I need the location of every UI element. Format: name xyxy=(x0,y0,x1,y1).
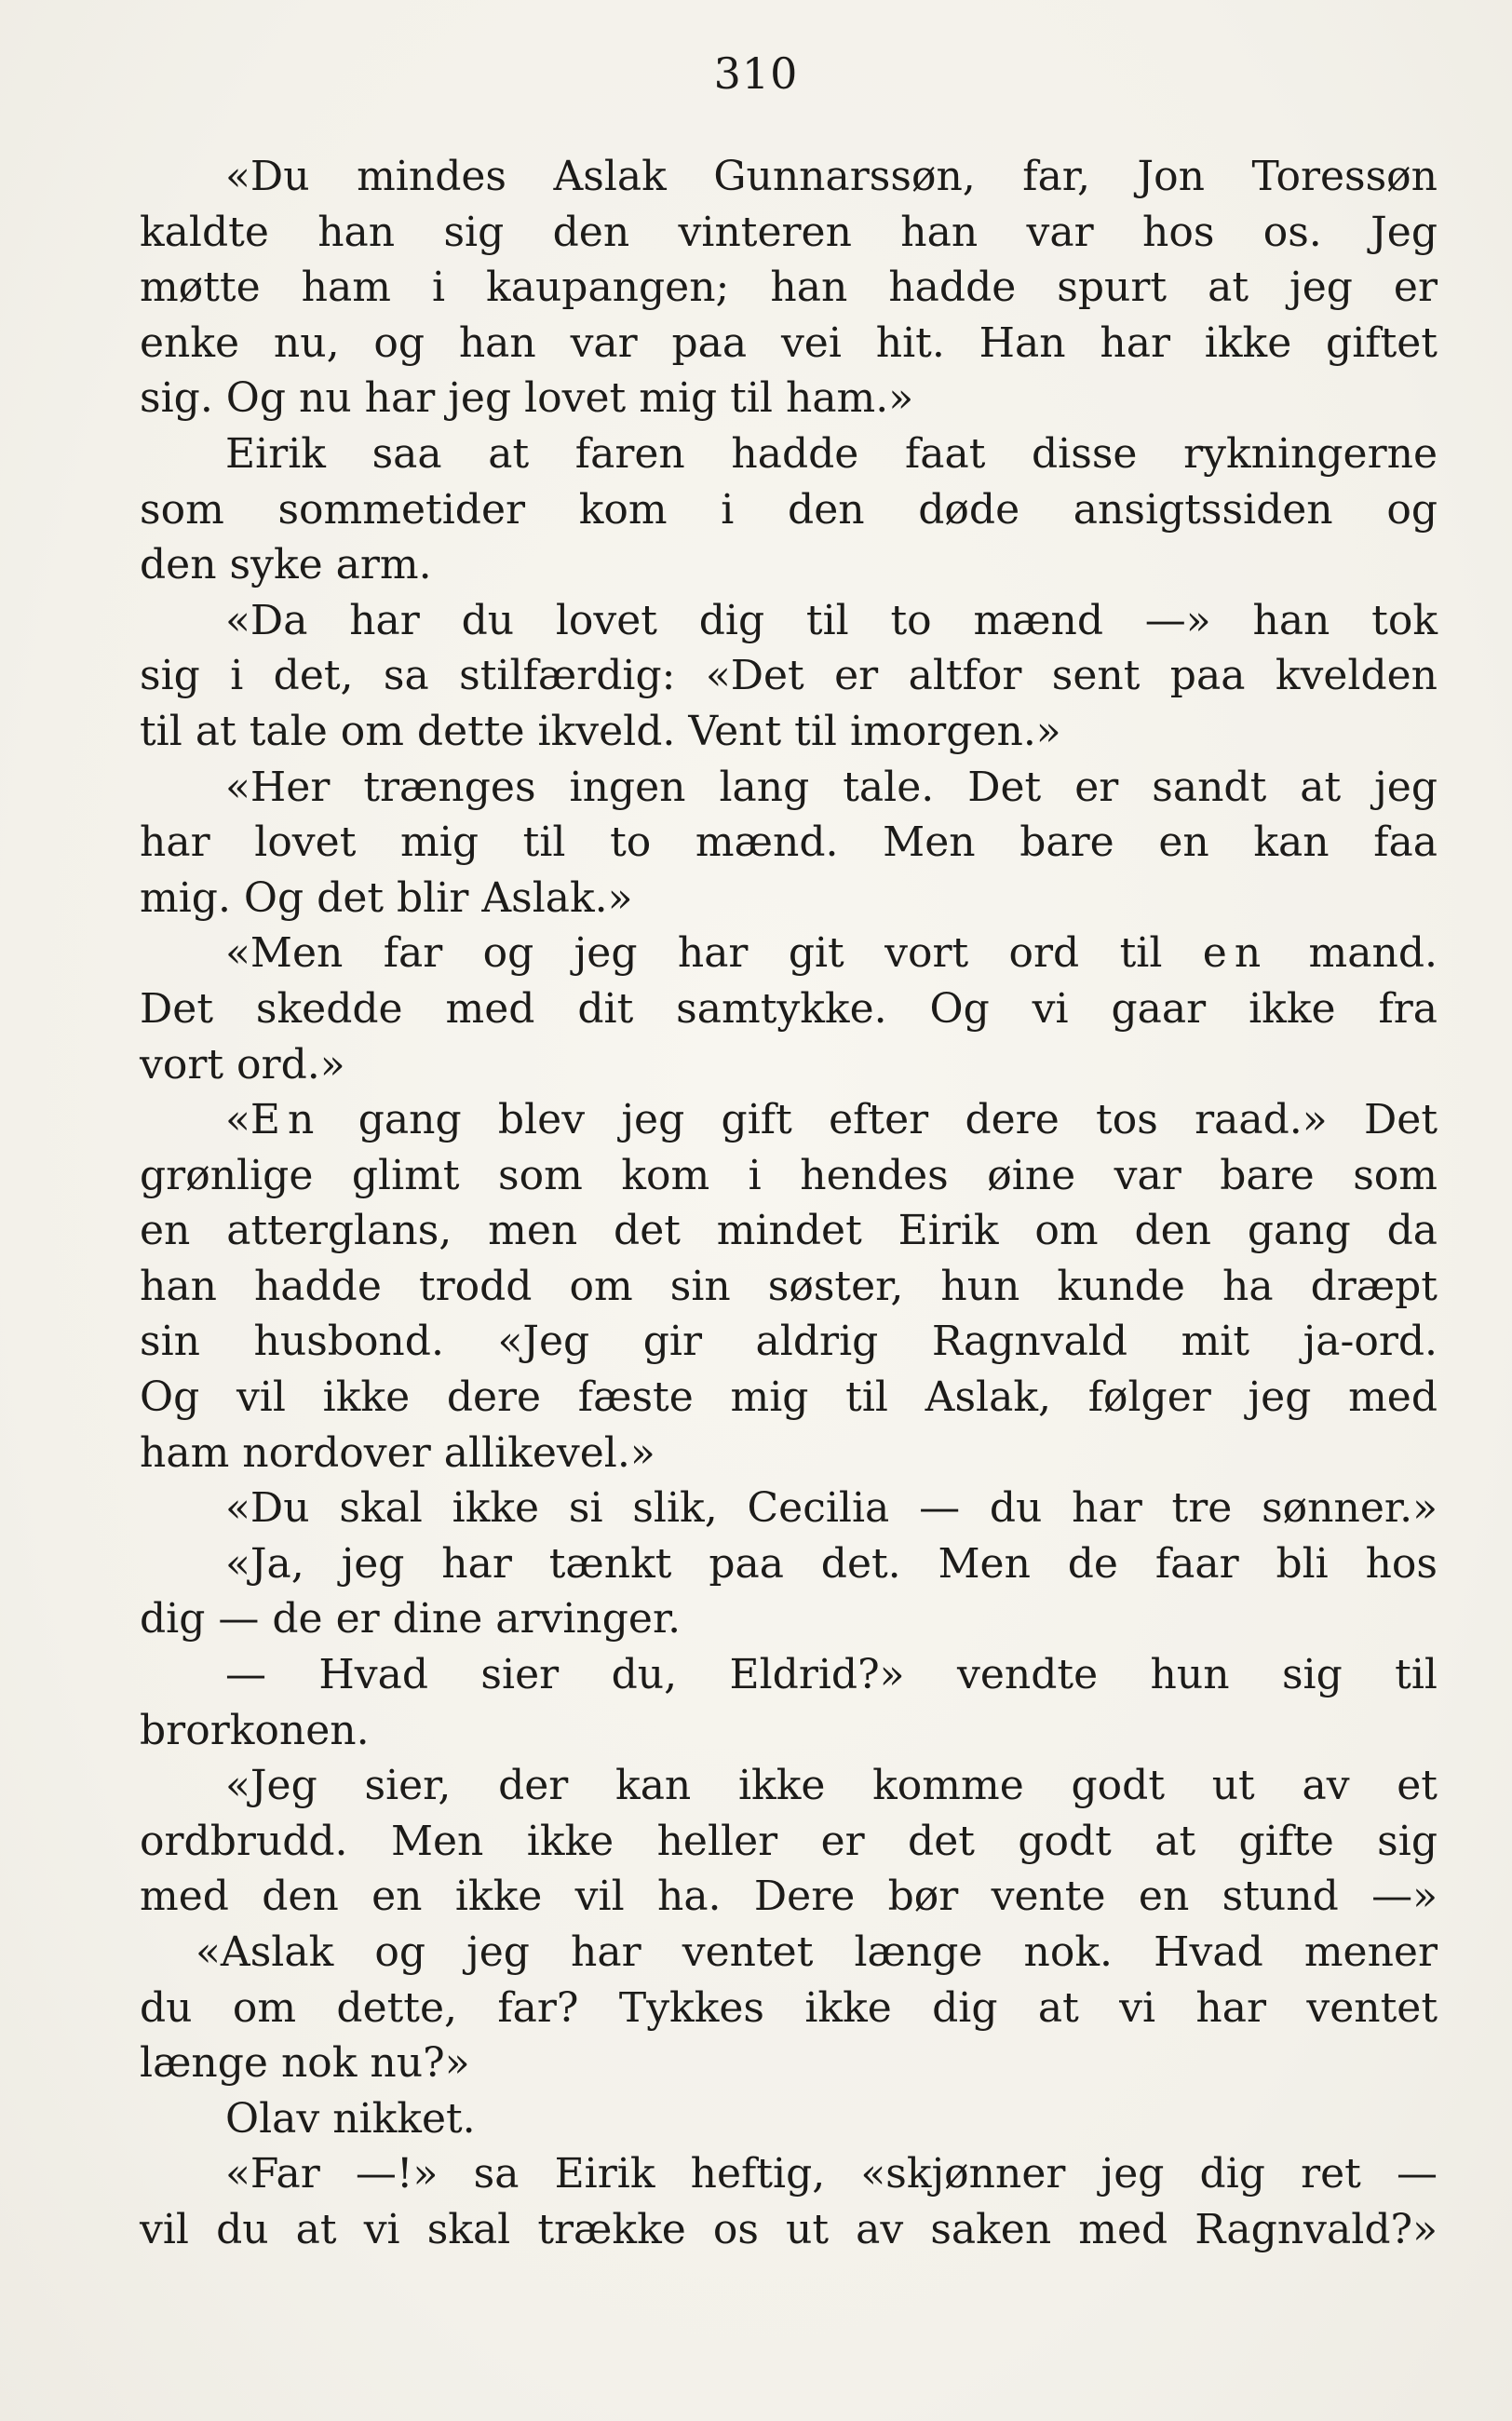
text-line: den syke arm. xyxy=(140,541,432,589)
spaced-emphasis: en xyxy=(1202,929,1269,978)
text-line: Og vil ikke dere fæste mig til Aslak, følger jeg med xyxy=(140,1373,1438,1422)
text-line: «Du mindes Aslak Gunnarssøn, far, Jon Toressøn xyxy=(225,153,1438,200)
text-line: med den en ikke vil ha. Dere bør vente en stund —» xyxy=(140,1873,1438,1921)
text-line: «Da har du lovet dig til to mænd —» han tok xyxy=(225,596,1438,644)
text-line: «Aslak og jeg har ventet længe nok. Hvad mener xyxy=(196,1928,1438,1976)
line-segment: gang blev jeg gift efter dere tos raad.» Det xyxy=(358,1096,1438,1144)
text-line: til at tale om dette ikveld. Vent til imorgen.» xyxy=(140,707,1061,755)
text-line: sig. Og nu har jeg lovet mig til ham.» xyxy=(140,374,914,423)
text-line: enke nu, og han var paa vei hit. Han har ikke giftet xyxy=(140,318,1438,367)
text-line: vil du at vi skal trække os ut av saken med Ragnvald?» xyxy=(140,2205,1438,2253)
text-line: brorkonen. xyxy=(140,1706,370,1754)
text-line: dig — de er dine arvinger. xyxy=(140,1595,682,1643)
body-text xyxy=(140,149,1438,2258)
text-line: grønlige glimt som kom i hendes øine var bare som xyxy=(140,1151,1438,1199)
spaced-emphasis: En xyxy=(250,1096,322,1144)
line-segment: « xyxy=(225,1096,250,1144)
text-line: ham nordover allikevel.» xyxy=(140,1428,655,1477)
text-line-spaced xyxy=(140,1092,1438,1148)
text-line: «Jeg sier, der kan ikke komme godt ut av et xyxy=(225,1762,1438,1810)
text-line: «Her trænges ingen lang tale. Det er sandt at jeg xyxy=(225,763,1438,811)
text-line: længe nok nu?» xyxy=(140,2039,470,2088)
text-line: «Ja, jeg har tænkt paa det. Men de faar bli hos xyxy=(225,1539,1438,1588)
text-line: Det skedde med dit samtykke. Og vi gaar ikke fra xyxy=(140,984,1438,1033)
page-number: 310 xyxy=(713,48,799,99)
text-line: «Du skal ikke si slik, Cecilia — du har tre sønner.» xyxy=(225,1484,1438,1533)
text-line: — Hvad sier du, Eldrid?» vendte hun sig til xyxy=(225,1651,1438,1699)
text-line-spaced xyxy=(140,926,1438,981)
text-line: sig i det, sa stilfærdig: «Det er altfor sent paa kvelden xyxy=(140,652,1438,700)
text-line: som sommetider kom i den døde ansigtssiden og xyxy=(140,485,1438,534)
text-line: mig. Og det blir Aslak.» xyxy=(140,873,633,922)
text-line: en atterglans, men det mindet Eirik om den gang da xyxy=(140,1207,1438,1255)
line-segment: «Men far og jeg har git vort ord til xyxy=(225,929,1163,978)
text-line: kaldte han sig den vinteren han var hos os. Jeg xyxy=(140,208,1438,256)
text-line: «Far —!» sa Eirik heftig, «skjønner jeg dig ret — xyxy=(225,2150,1438,2198)
text-line: møtte ham i kaupangen; han hadde spurt at jeg er xyxy=(140,264,1438,312)
text-line: sin husbond. «Jeg gir aldrig Ragnvald mit ja-ord. xyxy=(140,1318,1438,1366)
text-line: ordbrudd. Men ikke heller er det godt at gifte sig xyxy=(140,1817,1438,1865)
text-line: har lovet mig til to mænd. Men bare en kan faa xyxy=(140,818,1438,867)
text-line: Olav nikket. xyxy=(225,2094,476,2143)
text-line: du om dette, far? Tykkes ikke dig at vi har ventet xyxy=(140,1983,1438,2032)
line-segment: mand. xyxy=(1268,929,1438,978)
text-line: vort ord.» xyxy=(140,1040,345,1089)
text-line: Eirik saa at faren hadde faat disse rykningerne xyxy=(225,429,1438,478)
text-line: han hadde trodd om sin søster, hun kunde ha dræpt xyxy=(140,1262,1438,1310)
